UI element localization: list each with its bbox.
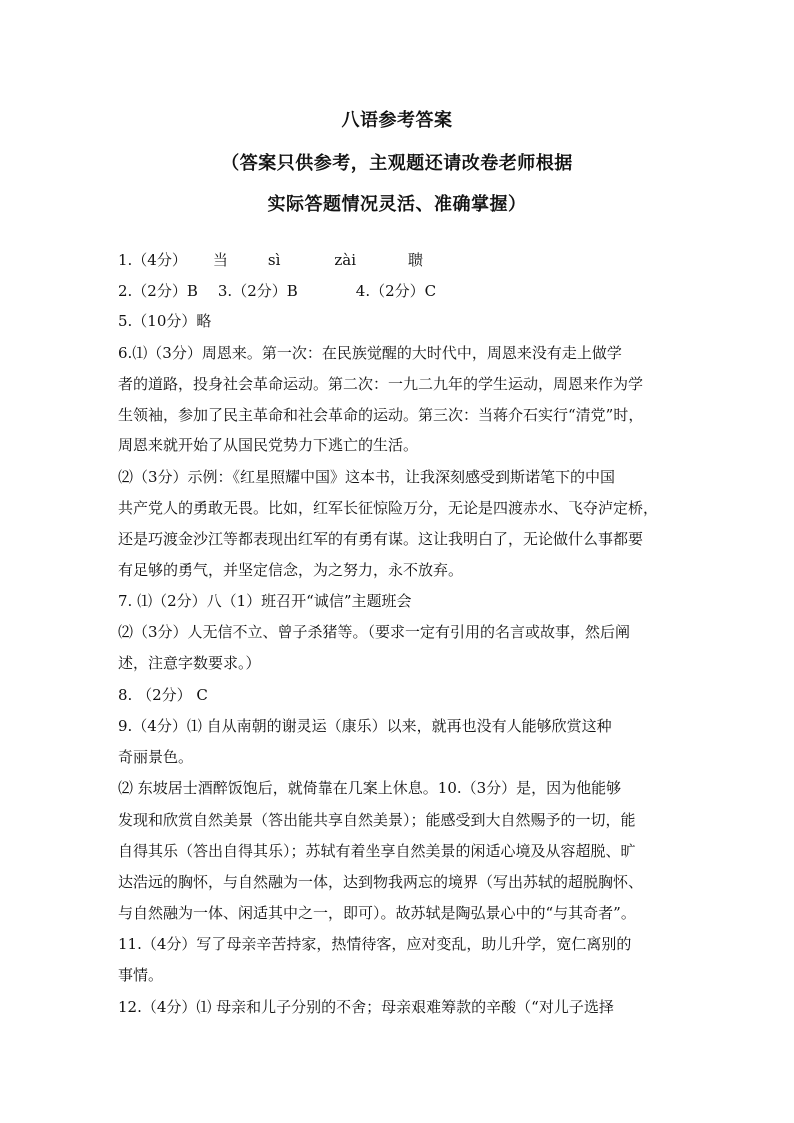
answer-line: 12.（4分）⑴ 母亲和儿子分别的不舍；母亲艰难筹款的辛酸（“对儿子选择	[118, 998, 614, 1016]
answer-line: 达浩远的胸怀，与自然融为一体，达到物我两忘的境界（写出苏轼的超脱胸怀、	[118, 873, 644, 891]
q2-answer: 2.（2分）B	[118, 282, 198, 300]
answer-line-q2-q4	[118, 281, 688, 301]
answer-line: 自得其乐（答出自得其乐）；苏轼有着坐享自然美景的闲适心境及从容超脱、旷	[118, 842, 636, 860]
answer-line: 周恩来就开始了从国民党势力下逃亡的生活。	[118, 436, 419, 454]
answer-line: 8. （2分） C	[118, 686, 208, 704]
answer-line-q1	[118, 250, 688, 270]
page-title: 八语参考答案	[341, 110, 453, 131]
q1-answer-3: zài	[334, 251, 357, 269]
q1-answer-1: 当	[212, 251, 228, 269]
q1-label: 1.（4分）	[118, 251, 187, 269]
subtitle-line-1: （答案只供参考，主观题还请改卷老师根据	[221, 153, 573, 174]
answer-line: 者的道路，投身社会革命运动。第二次：一九二九年的学生运动，周恩来作为学	[118, 375, 644, 393]
answer-line: 5.（10分）略	[118, 312, 212, 330]
q1-answer-4: 聩	[408, 251, 424, 269]
answer-line: 奇丽景色。	[118, 748, 194, 766]
answer-line: 发现和欣赏自然美景（答出能共享自然美景）；能感受到大自然赐予的一切，能	[118, 811, 636, 829]
answer-line: 11.（4分）写了母亲辛苦持家，热情待客，应对变乱，助儿升学，宽仁离别的	[118, 935, 632, 953]
q1-answer-2: sì	[267, 251, 281, 269]
answer-line: ⑵ 东坡居士酒醉饭饱后，就倚靠在几案上休息。10.（3分）是，因为他能够	[118, 779, 622, 797]
answer-line: ⑵（3分）人无信不立、曾子杀猪等。（要求一定有引用的名言或故事，然后阐	[118, 623, 631, 641]
answer-line: 生领袖，参加了民主革命和社会革命的运动。第三次：当蒋介石实行“清党”时，	[118, 406, 644, 424]
q3-answer: 3.（2分）B	[217, 282, 298, 300]
answer-line: 与自然融为一体、闲适其中之一，即可）。故苏轼是陶弘景心中的“与其奇者”。	[118, 904, 636, 922]
answer-line: 有足够的勇气，并坚定信念，为之努力，永不放弃。	[118, 561, 464, 579]
answer-line: ⑵（3分）示例：《红星照耀中国》这本书，让我深刻感受到斯诺笔下的中国	[118, 468, 616, 486]
subtitle-line-2: 实际答题情况灵活、准确掌握）	[267, 194, 527, 215]
answer-line: 9.（4分）⑴ 自从南朝的谢灵运（康乐）以来，就再也没有人能够欣赏这种	[118, 717, 612, 735]
answer-line: 事情。	[118, 966, 164, 984]
answer-line: 述，注意字数要求。）	[118, 654, 261, 672]
q4-answer: 4.（2分）C	[355, 282, 437, 300]
answer-line: 还是巧渡金沙江等都表现出红军的有勇有谋。这让我明白了，无论做什么事都要	[118, 530, 644, 548]
answer-line: 6.⑴（3分）周恩来。第一次：在民族觉醒的大时代中，周恩来没有走上做学	[118, 344, 622, 362]
answer-line: 7. ⑴（2分）八（1）班召开“诚信”主题班会	[118, 592, 412, 610]
answer-line: 共产党人的勇敢无畏。比如，红军长征惊险万分，无论是四渡赤水、飞夺泸定桥，	[118, 499, 659, 517]
